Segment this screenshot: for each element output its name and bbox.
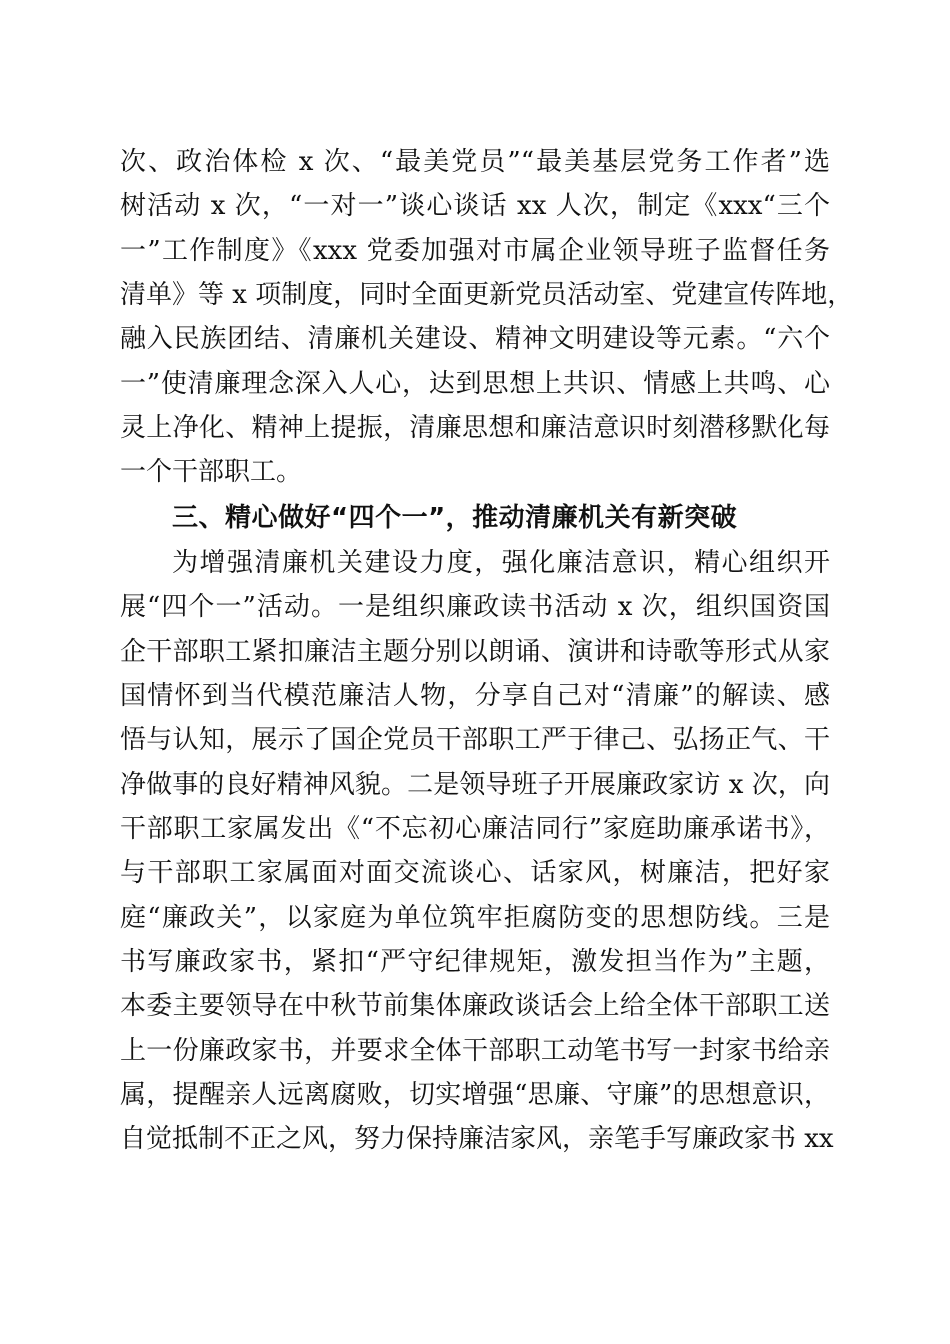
paragraph-2-line-4: 国情怀到当代模范廉洁人物，分享自己对“清廉”的解读、感 — [120, 681, 830, 711]
paragraph-2-line-1: 为增强清廉机关建设力度，强化廉洁意识，精心组织开 — [172, 548, 830, 578]
paragraph-2-line-12: 上一份廉政家书，并要求全体干部职工动笔书写一封家书给亲 — [120, 1036, 830, 1066]
paragraph-2-line-3: 企干部职工紧扣廉洁主题分别以朗诵、演讲和诗歌等形式从家 — [120, 637, 830, 667]
paragraph-2-line-10: 书写廉政家书，紧扣“严守纪律规矩，激发担当作为”主题， — [120, 947, 830, 977]
paragraph-2-line-6: 净做事的良好精神风貌。二是领导班子开展廉政家访 x 次，向 — [120, 770, 830, 800]
section-heading: 三、精心做好“四个一”，推动清廉机关有新突破 — [172, 503, 738, 533]
paragraph-2-line-5: 悟与认知，展示了国企党员干部职工严于律己、弘扬正气、干 — [120, 725, 830, 755]
paragraph-2-line-13: 属，提醒亲人远离腐败，切实增强“思廉、守廉”的思想意识， — [120, 1080, 830, 1110]
paragraph-2-line-11: 本委主要领导在中秋节前集体廉政谈话会上给全体干部职工送 — [120, 991, 830, 1021]
paragraph-1-line-3: 一”工作制度》《xxx 党委加强对市属企业领导班子监督任务 — [120, 236, 830, 266]
paragraph-2-line-7: 干部职工家属发出《“不忘初心廉洁同行”家庭助廉承诺书》， — [120, 814, 830, 844]
paragraph-2-line-8: 与干部职工家属面对面交流谈心、话家风，树廉洁，把好家 — [120, 858, 830, 888]
paragraph-1-line-7: 灵上净化、精神上提振，清廉思想和廉洁意识时刻潜移默化每 — [120, 413, 830, 443]
paragraph-1-line-1: 次、政治体检 x 次、“最美党员”“最美基层党务工作者”选 — [120, 147, 830, 177]
paragraph-2-line-9: 庭“廉政关”，以家庭为单位筑牢拒腐防变的思想防线。三是 — [120, 903, 830, 933]
paragraph-2-line-14: 自觉抵制不正之风，努力保持廉洁家风，亲笔手写廉政家书 xx — [120, 1124, 834, 1154]
paragraph-1-line-6: 一”使清廉理念深入人心，达到思想上共识、情感上共鸣、心 — [120, 369, 830, 399]
paragraph-1-line-4: 清单》等 x 项制度，同时全面更新党员活动室、党建宣传阵地， — [120, 280, 854, 310]
paragraph-1-line-8: 一个干部职工。 — [120, 457, 303, 487]
paragraph-1-line-2: 树活动 x 次，“一对一”谈心谈话 xx 人次，制定《xxx“三个 — [120, 191, 830, 221]
paragraph-1-line-5: 融入民族团结、清廉机关建设、精神文明建设等元素。“六个 — [120, 324, 830, 354]
paragraph-2-line-2: 展“四个一”活动。一是组织廉政读书活动 x 次，组织国资国 — [120, 592, 830, 622]
